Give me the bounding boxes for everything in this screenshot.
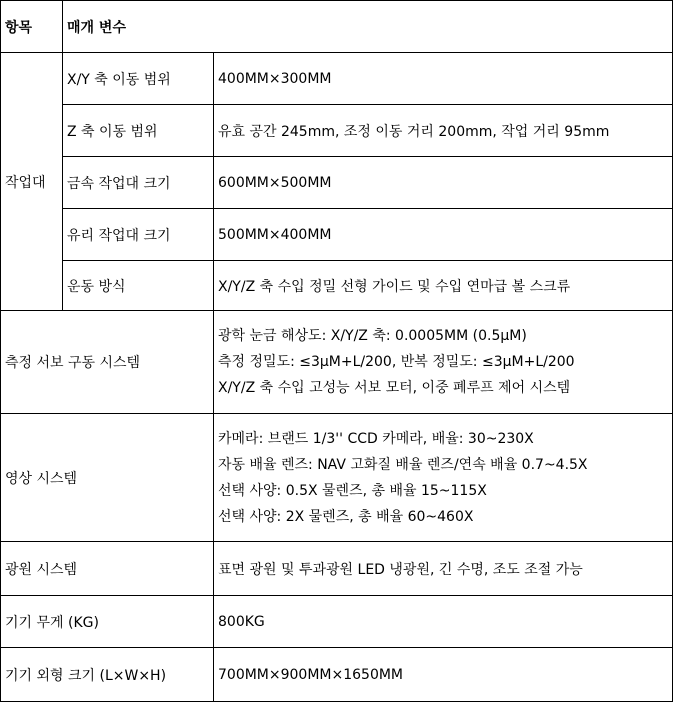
row-name: X/Y 축 이동 범위 (63, 53, 214, 105)
row-value: 800KG (214, 596, 673, 648)
table-row (1, 53, 673, 105)
header-row (1, 1, 673, 53)
row-value: 700MM×900MM×1650MM (214, 648, 673, 702)
table-row (1, 157, 673, 209)
header-item: 항목 (1, 1, 63, 53)
table-row (1, 261, 673, 311)
row-name: Z 축 이동 범위 (63, 105, 214, 157)
row-value: 400MM×300MM (214, 53, 673, 105)
row-name: 광원 시스템 (1, 542, 214, 596)
row-value: 유효 공간 245mm, 조정 이동 거리 200mm, 작업 거리 95mm (214, 105, 673, 157)
row-name: 측정 서보 구동 시스템 (1, 311, 214, 414)
value-line: 광학 눈금 해상도: X/Y/Z 축: 0.0005MM (0.5μM) (218, 328, 527, 344)
row-name: 운동 방식 (63, 261, 214, 311)
value-line: 카메라: 브랜드 1/3'' CCD 카메라, 배율: 30~230X (218, 430, 534, 447)
group-label-worktable: 작업대 (1, 53, 63, 311)
value-line: 선택 사양: 0.5X 물렌즈, 총 배율 15~115X (218, 482, 487, 499)
table-row (1, 648, 673, 702)
table-row (1, 311, 673, 414)
value-line: 자동 배율 렌즈: NAV 고화질 배율 렌즈/연속 배율 0.7~4.5X (218, 456, 588, 473)
table-row (1, 105, 673, 157)
table-row (1, 209, 673, 261)
row-value: X/Y/Z 축 수입 정밀 선형 가이드 및 수입 연마급 볼 스크류 (214, 261, 673, 311)
row-name: 유리 작업대 크기 (63, 209, 214, 261)
row-value (214, 311, 673, 414)
row-name: 영상 시스템 (1, 414, 214, 542)
header-parameter: 매개 변수 (63, 1, 673, 53)
value-line: 측정 정밀도: ≤3μM+L/200, 반복 정밀도: ≤3μM+L/200 (218, 354, 575, 370)
value-line: X/Y/Z 축 수입 고성능 서보 모터, 이중 폐루프 제어 시스템 (218, 380, 571, 396)
table-row (1, 414, 673, 542)
value-line: 선택 사양: 2X 물렌즈, 총 배율 60~460X (218, 508, 474, 525)
row-value: 600MM×500MM (214, 157, 673, 209)
row-name: 기기 외형 크기 (L×W×H) (1, 648, 214, 702)
row-value: 500MM×400MM (214, 209, 673, 261)
row-value (214, 414, 673, 542)
row-value: 표면 광원 및 투과광원 LED 냉광원, 긴 수명, 조도 조절 가능 (214, 542, 673, 596)
table-row (1, 596, 673, 648)
row-name: 기기 무게 (KG) (1, 596, 214, 648)
row-name: 금속 작업대 크기 (63, 157, 214, 209)
table-row (1, 542, 673, 596)
